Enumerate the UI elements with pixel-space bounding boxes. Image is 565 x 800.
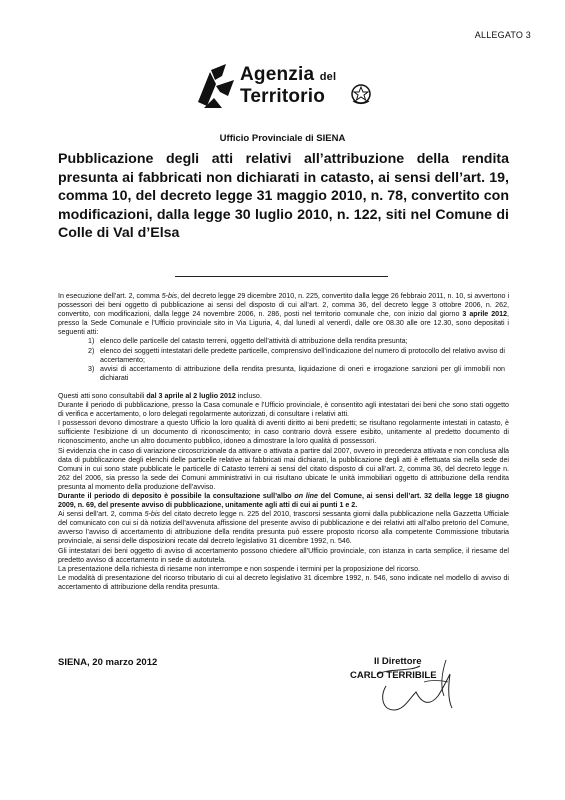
list-item: 1) elenco delle particelle del catasto terreni, oggetto dell’attività di attribuzione della rendita presunta; [88, 337, 408, 346]
office-name: Ufficio Provinciale di SIENA [219, 133, 346, 144]
document-title: Pubblicazione degli atti relativi all’attribuzione della rendita presunta ai fabbricati non dichiarati in catasto, ai sensi dell’art. 19, comma 10, del decreto legge 31 maggio 2010, n. 78, convertito con modificazioni, dalla legge 30 luglio 2010, n. 122, siti nel Comune di Colle di Val d’Elsa [58, 151, 509, 241]
deposited-acts-list [58, 337, 509, 382]
paragraph-online-register: Durante il periodo di deposito è possibile la consultazione sull’albo on line del Comune, ai sensi dell’art. 32 della legge 18 giugno 2009, n. 69, del presente avviso di pubblicazione, unitamente agli atti di cui ai punti 1 e 2. [58, 491, 509, 510]
agenzia-territorio-logo-icon [196, 62, 236, 110]
paragraph-appeal: Ai sensi dell’art. 2, comma 5-bis del citato decreto legge n. 225 del 2010, trascorsi sessanta giorni dalla pubblicazione nella Gazzetta Ufficiale del comunicato con cui si dà notizia dell’avvenuta affissione del presente avviso di pubblicazione e dei relativi atti all’albo pretorio del Comune, avverso l’avviso di accertamento di attribuzione della rendita presunta può essere proposto ricorso alla competente Commissione tributaria provinciale, ai sensi delle disposizioni recate dal decreto legislativo 31 dicembre 1992, n. 546. [58, 510, 510, 546]
place-and-date: SIENA, 20 marzo 2012 [58, 657, 158, 668]
attachment-label: ALLEGATO 3 [474, 30, 531, 40]
paragraph-terms: La presentazione della richiesta di riesame non interrompe e non sospende i termini per la proposizione del ricorso. [58, 564, 420, 573]
signer-title: Il Direttore [374, 656, 422, 667]
paragraph-publication-period: Durante il periodo di pubblicazione, presso la Casa comunale e l’Ufficio provinciale, è consentito agli intestatari dei beni che sono stati oggetto di verifica e accertamento, o loro delegati regolarmente autorizzati, di consultare i relativi atti. [58, 401, 509, 419]
handwritten-signature [350, 652, 470, 722]
agency-logo [196, 60, 386, 116]
signer-name: CARLO TERRIBILE [350, 670, 437, 681]
signature-block [350, 652, 470, 722]
list-item: 2) elenco dei soggetti intestatari delle predette particelle, comprensivo dell’indicazione del numero di protocollo del relativo avviso di accertamento; [88, 346, 505, 364]
title-divider [175, 276, 388, 277]
paragraph-review: Gli intestatari dei beni oggetto di avviso di accertamento possono chiedere all’Ufficio provinciale, con istanza in carta semplice, il riesame del predetto avviso di accertamento in sede di autotutela. [58, 546, 509, 564]
paragraph-appeal-modalities: Le modalità di presentazione del ricorso tributario di cui al decreto legislativo 31 dicembre 1992, n. 546, sono indicate nel modello di avviso di accertamento di attribuzione della rendita presunta. [58, 573, 509, 591]
italian-republic-emblem-icon [350, 82, 372, 106]
logo-title-line2: Territorio [240, 86, 326, 107]
consultation-period: Questi atti sono consultabili dal 3 aprile al 2 luglio 2012 incluso. [58, 391, 262, 400]
intro-paragraph: In esecuzione dell’art. 2, comma 5-bis, del decreto legge 29 dicembre 2010, n. 225, convertito dalla legge 26 febbraio 2011, n. 10, si avvertono i possessori dei beni oggetto di pubblicazione ai sensi del disposto di cui all’art. 2, comma 36, del decreto legge 3 ottobre 2006, n. 262, convertito, con modificazioni, dalla legge 24 novembre 2006, n. 286, posti nel territorio comunale che, con inizio dal giorno 3 aprile 2012, presso la Sede Comunale e l’Ufficio provinciale sito in Via Liguria, 4, dal lunedì al venerdì, dalle ore 08.30 alle ore 12.30, sono depositati i seguenti atti: [58, 292, 510, 337]
document-body [58, 292, 509, 592]
paragraph-territorial-variation: Si evidenzia che in caso di variazione circoscrizionale da attivare o attivata a partire dal 2007, ovvero in precedenza attivata e non conclusa alla data di pubblicazione degli elenchi delle particelle relative ai fabbricati mai dichiarati, la pubblicazione degli atti è effettuata sia nella sede dei Comuni in cui sono state pubblicate le particelle di Catasto terreni ai sensi del citato disposto di cui all’art. 2, comma 36, del decreto legge n. 262 del 2006, sia presso la sede dei Comuni amministrativi in cui risultano ubicate le unità immobiliari oggetto di attribuzione della rendita presunta al momento della produzione dell’avviso. [58, 446, 509, 491]
logo-title-line1: Agenzia del [240, 64, 337, 85]
list-item: 3) avvisi di accertamento di attribuzione della rendita presunta, liquidazione di oneri e irrogazione sanzioni per gli immobili non dichiarati [88, 364, 505, 382]
paragraph-possessors: I possessori devono dimostrare a questo Ufficio la loro qualità di aventi diritto ai beni predetti; se risultano regolarmente intestati in catasto, è sufficiente l’esibizione di un documento di riconoscimento; in caso contrario dovrà essere esibito, unitamente al predetto documento di riconoscimento, anche un altro documento pubblico, idoneo a dimostrare la loro qualità di possessori. [58, 419, 509, 446]
